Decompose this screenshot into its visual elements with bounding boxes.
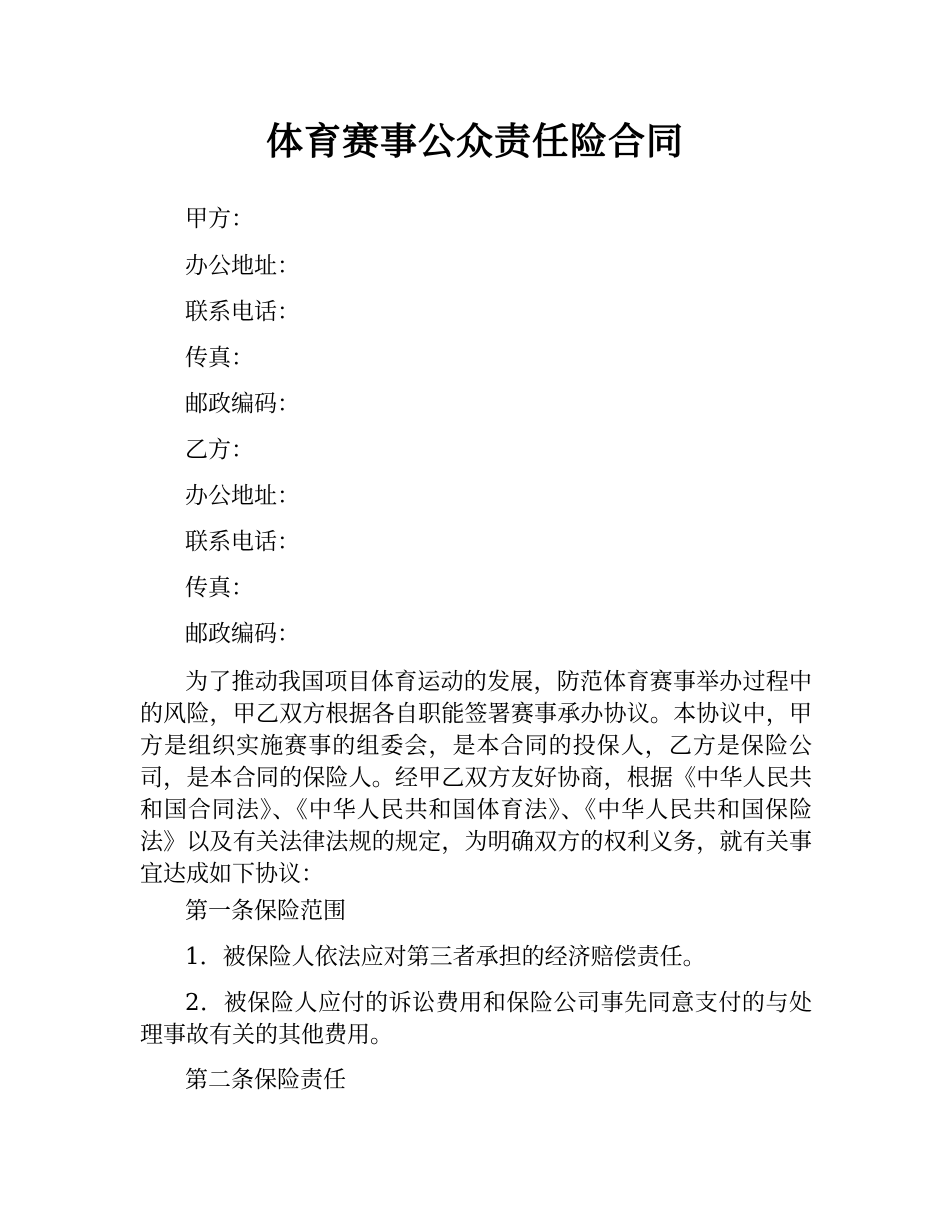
article-1-heading: 第一条保险范围 bbox=[185, 898, 346, 924]
party-b-fax-label: 传真： bbox=[185, 575, 254, 601]
party-b-postcode-label: 邮政编码： bbox=[185, 621, 300, 647]
party-b-phone-label: 联系电话： bbox=[185, 529, 300, 555]
party-a-postcode-label: 邮政编码： bbox=[185, 391, 300, 417]
document-title: 体育赛事公众责任险合同 bbox=[266, 120, 684, 163]
preamble-paragraph: 为了推动我国项目体育运动的发展，防范体育赛事举办过程中的风险，甲乙双方根据各自职能签署赛事承办协议。本协议中，甲方是组织实施赛事的组委会，是本合同的投保人，乙方是保险公司，是本合同的保险人。经甲乙双方友好协商，根据《中华人民共和国合同法》、《中华人民共和国体育法》、《中华人民共和国保险法》以及有关法律法规的规定，为明确双方的权利义务，就有关事宜达成如下协议： bbox=[140, 669, 812, 887]
party-b-address-label: 办公地址： bbox=[185, 483, 300, 509]
party-a-address-label: 办公地址： bbox=[185, 253, 300, 279]
article-2-heading: 第二条保险责任 bbox=[185, 1067, 346, 1093]
party-a-fax-label: 传真： bbox=[185, 345, 254, 371]
party-a-phone-label: 联系电话： bbox=[185, 299, 300, 325]
article-1-item-1: 1．被保险人依法应对第三者承担的经济赔偿责任。 bbox=[185, 944, 706, 970]
party-b-name-label: 乙方： bbox=[185, 437, 254, 463]
article-1-item-2: 2．被保险人应付的诉讼费用和保险公司事先同意支付的与处理事故有关的其他费用。 bbox=[140, 990, 812, 1048]
party-a-name-label: 甲方： bbox=[185, 206, 254, 232]
